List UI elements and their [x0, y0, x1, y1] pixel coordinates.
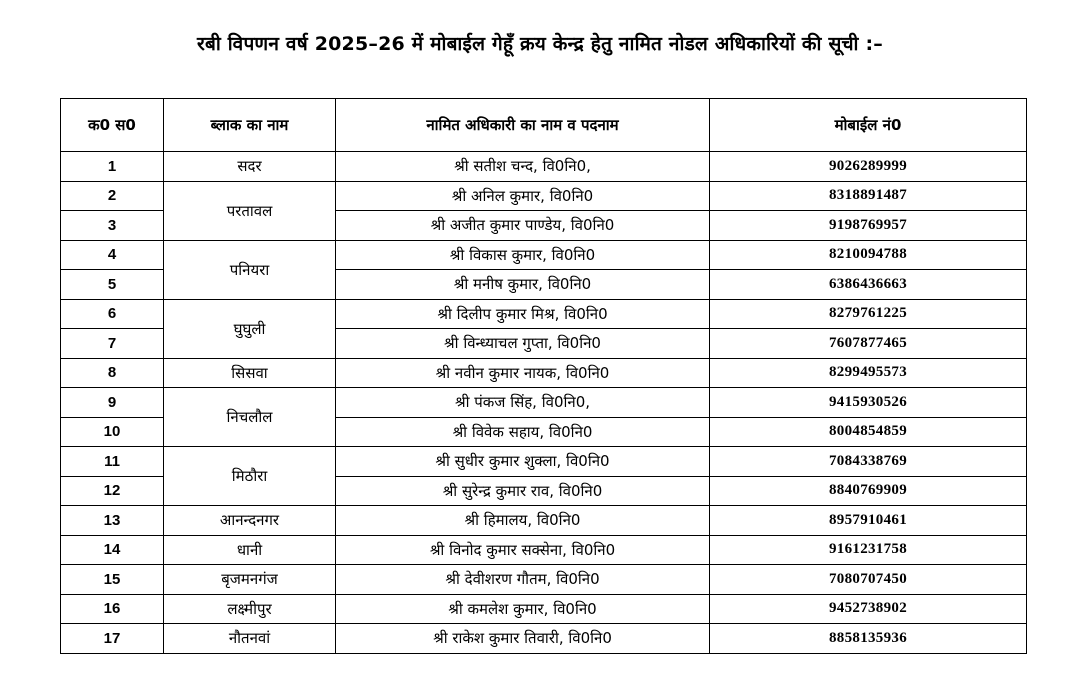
table-row: [61, 152, 1027, 182]
cell-sno: 17: [61, 624, 164, 654]
cell-sno: 3: [61, 211, 164, 241]
table-row: [61, 506, 1027, 536]
cell-officer: श्री पंकज सिंह, वि0नि0,: [336, 388, 710, 418]
page-title: रबी विपणन वर्ष 2025–26 में मोबाईल गेहूँ क्रय केन्द्र हेतु नामित नोडल अधिकारियों की सूची :–: [197, 33, 883, 55]
header-mobile: मोबाईल नं0: [710, 99, 1027, 152]
cell-block: लक्ष्मीपुर: [164, 594, 336, 624]
cell-officer: श्री दिलीप कुमार मिश्र, वि0नि0: [336, 299, 710, 329]
header-block: ब्लाक का नाम: [164, 99, 336, 152]
cell-officer: श्री विकास कुमार, वि0नि0: [336, 240, 710, 270]
cell-mobile: 8299495573: [710, 358, 1027, 388]
cell-sno: 6: [61, 299, 164, 329]
cell-sno: 13: [61, 506, 164, 536]
cell-block: घुघुली: [164, 299, 336, 358]
cell-sno: 14: [61, 535, 164, 565]
cell-mobile: 7084338769: [710, 447, 1027, 477]
table-row: [61, 240, 1027, 270]
cell-sno: 12: [61, 476, 164, 506]
cell-sno: 9: [61, 388, 164, 418]
cell-mobile: 9452738902: [710, 594, 1027, 624]
cell-mobile: 8858135936: [710, 624, 1027, 654]
cell-officer: श्री अनिल कुमार, वि0नि0: [336, 181, 710, 211]
cell-officer: श्री सुरेन्द्र कुमार राव, वि0नि0: [336, 476, 710, 506]
cell-officer: श्री कमलेश कुमार, वि0नि0: [336, 594, 710, 624]
cell-officer: श्री नवीन कुमार नायक, वि0नि0: [336, 358, 710, 388]
cell-mobile: 6386436663: [710, 270, 1027, 300]
cell-mobile: 9198769957: [710, 211, 1027, 241]
cell-mobile: 8318891487: [710, 181, 1027, 211]
table-row: [61, 624, 1027, 654]
cell-officer: श्री विन्ध्याचल गुप्ता, वि0नि0: [336, 329, 710, 359]
cell-block: पनियरा: [164, 240, 336, 299]
cell-sno: 4: [61, 240, 164, 270]
cell-sno: 7: [61, 329, 164, 359]
cell-officer: श्री देवीशरण गौतम, वि0नि0: [336, 565, 710, 595]
cell-mobile: 8004854859: [710, 417, 1027, 447]
cell-mobile: 8279761225: [710, 299, 1027, 329]
cell-mobile: 7080707450: [710, 565, 1027, 595]
cell-block: नौतनवां: [164, 624, 336, 654]
table-row: [61, 535, 1027, 565]
cell-sno: 11: [61, 447, 164, 477]
cell-officer: श्री अजीत कुमार पाण्डेय, वि0नि0: [336, 211, 710, 241]
cell-mobile: 8840769909: [710, 476, 1027, 506]
cell-officer: श्री मनीष कुमार, वि0नि0: [336, 270, 710, 300]
cell-officer: श्री विनोद कुमार सक्सेना, वि0नि0: [336, 535, 710, 565]
header-officer: नामित अधिकारी का नाम व पदनाम: [336, 99, 710, 152]
header-sno: क0 स0: [61, 99, 164, 152]
cell-block: आनन्दनगर: [164, 506, 336, 536]
table-row: [61, 565, 1027, 595]
cell-mobile: 8957910461: [710, 506, 1027, 536]
cell-block: धानी: [164, 535, 336, 565]
cell-officer: श्री विवेक सहाय, वि0नि0: [336, 417, 710, 447]
cell-officer: श्री सतीश चन्द, वि0नि0,: [336, 152, 710, 182]
cell-block: मिठौरा: [164, 447, 336, 506]
table-row: [61, 358, 1027, 388]
cell-block: सिसवा: [164, 358, 336, 388]
table-row: [61, 181, 1027, 211]
nodal-officers-table: [60, 98, 1027, 654]
cell-sno: 2: [61, 181, 164, 211]
cell-block: बृजमनगंज: [164, 565, 336, 595]
cell-block: सदर: [164, 152, 336, 182]
cell-officer: श्री हिमालय, वि0नि0: [336, 506, 710, 536]
table-row: [61, 594, 1027, 624]
cell-sno: 5: [61, 270, 164, 300]
cell-sno: 8: [61, 358, 164, 388]
cell-officer: श्री राकेश कुमार तिवारी, वि0नि0: [336, 624, 710, 654]
cell-mobile: 9026289999: [710, 152, 1027, 182]
table-row: [61, 388, 1027, 418]
cell-mobile: 9415930526: [710, 388, 1027, 418]
cell-sno: 1: [61, 152, 164, 182]
table-body: [61, 152, 1027, 654]
cell-officer: श्री सुधीर कुमार शुक्ला, वि0नि0: [336, 447, 710, 477]
table-row: [61, 299, 1027, 329]
cell-mobile: 9161231758: [710, 535, 1027, 565]
cell-block: निचलौल: [164, 388, 336, 447]
cell-sno: 15: [61, 565, 164, 595]
table-header-row: [61, 99, 1027, 152]
cell-mobile: 7607877465: [710, 329, 1027, 359]
cell-sno: 16: [61, 594, 164, 624]
cell-sno: 10: [61, 417, 164, 447]
cell-mobile: 8210094788: [710, 240, 1027, 270]
table-row: [61, 447, 1027, 477]
cell-block: परतावल: [164, 181, 336, 240]
